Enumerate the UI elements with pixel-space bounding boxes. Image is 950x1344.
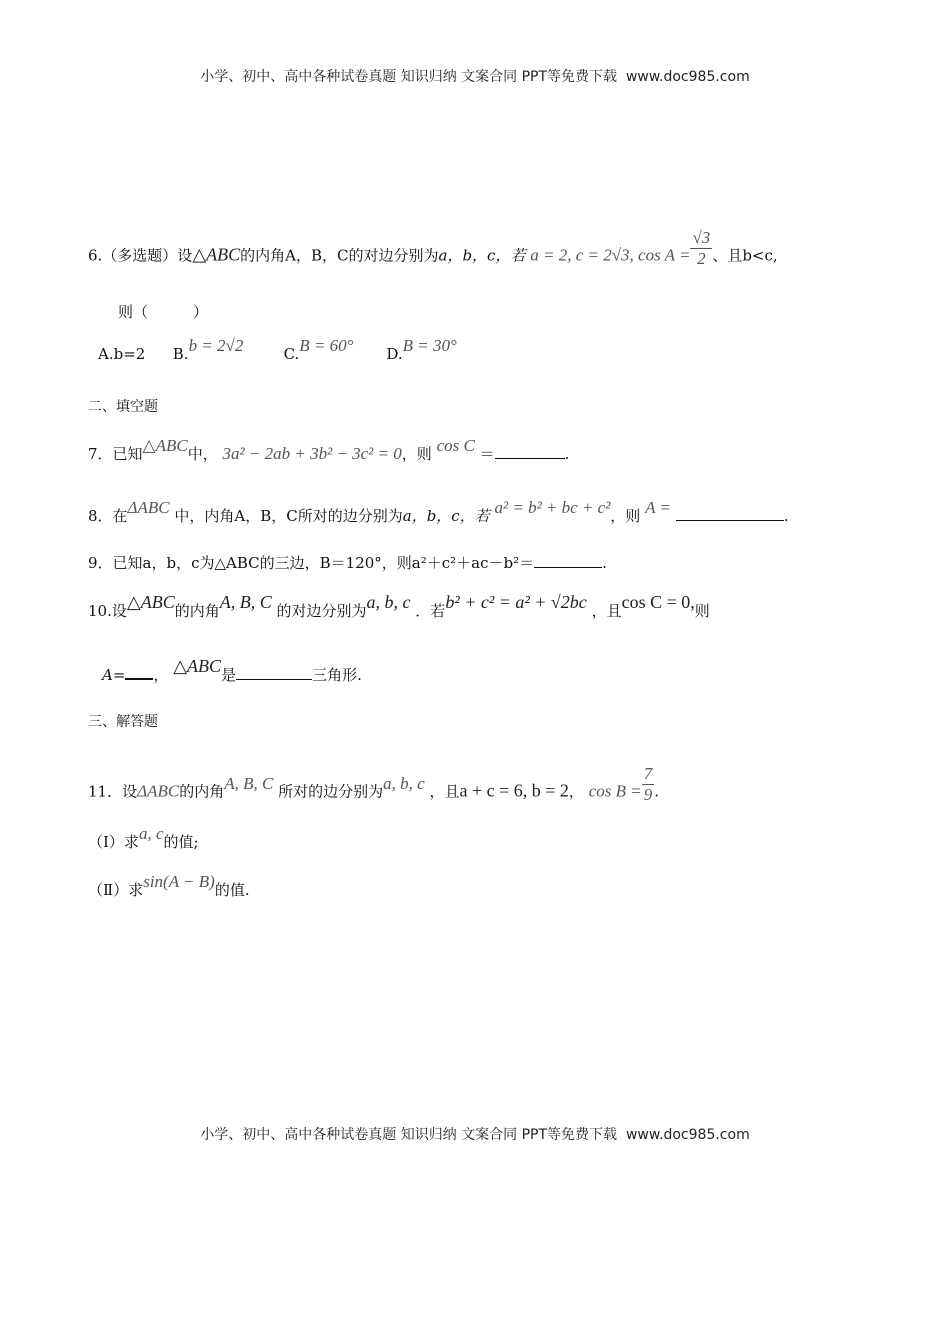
banner-text: 小学、初中、高中各种试卷真题 知识归纳 文案合同 PPT等免费下载 bbox=[200, 69, 618, 85]
q10-a-blank[interactable] bbox=[125, 664, 153, 680]
question-6 bbox=[88, 228, 778, 277]
section-fill-in-heading: 二、填空题 bbox=[88, 399, 158, 415]
q11-body1: 的内角 bbox=[179, 782, 225, 801]
q6-frac-num: √3 bbox=[692, 228, 711, 247]
q7-then: ，则 bbox=[401, 445, 432, 463]
q10-line2 bbox=[102, 656, 362, 685]
q11-frac-den: 9 bbox=[643, 785, 653, 804]
q10-condition: cos C = 0, bbox=[621, 592, 695, 612]
q6-fraction bbox=[690, 228, 712, 269]
q11-prefix: 11．设 bbox=[88, 782, 138, 801]
q6-option-c-math: B = 60° bbox=[299, 336, 354, 355]
header-banner bbox=[0, 66, 950, 86]
q10-shape-blank[interactable] bbox=[236, 665, 312, 680]
q11-condition: a + c = 6, b = 2 bbox=[459, 780, 569, 801]
q6-options bbox=[98, 336, 457, 364]
q6-option-d-label: D. bbox=[386, 345, 403, 363]
q11-sides: a, b, c bbox=[383, 773, 425, 793]
q7-triangle: △ABC bbox=[142, 436, 188, 455]
q10-body4: ，且 bbox=[591, 602, 622, 620]
q9-answer-blank[interactable] bbox=[534, 553, 602, 568]
q10-body3: ．若 bbox=[415, 602, 446, 620]
q11-end: . bbox=[654, 782, 659, 801]
q8-vars: a，b，c，若 bbox=[402, 507, 490, 525]
q6-option-b-label: B. bbox=[172, 345, 189, 363]
q10-line2-end: 三角形. bbox=[312, 666, 362, 684]
footer-banner-text: 小学、初中、高中各种试卷真题 知识归纳 文案合同 PPT等免费下载 bbox=[200, 1127, 618, 1143]
q10-triangle: △ABC bbox=[126, 592, 175, 612]
q11-part1-end: 的值; bbox=[163, 833, 199, 851]
question-8 bbox=[88, 498, 789, 526]
q8-then: ，则 bbox=[610, 507, 641, 525]
q6-frac-den: 2 bbox=[697, 249, 706, 268]
q8-body: 中，内角A，B，C所对的边分别为 bbox=[174, 507, 403, 525]
q11-body4: ， bbox=[568, 782, 584, 801]
section-solve-heading: 三、解答题 bbox=[88, 714, 158, 730]
q7-equals: ＝ bbox=[479, 445, 495, 463]
q11-part2-math: sin(A − B) bbox=[143, 872, 215, 891]
q8-answer-label: A = bbox=[645, 498, 671, 517]
q11-fraction bbox=[642, 764, 655, 805]
q10-a-label: A= bbox=[102, 666, 126, 684]
q11-part2-label: （Ⅱ）求 bbox=[88, 881, 144, 899]
q8-triangle: ΔABC bbox=[127, 498, 170, 517]
q6-prefix: 6.（多选题）设 bbox=[88, 246, 193, 265]
footer-banner-url: www.doc985.com bbox=[625, 1127, 750, 1143]
banner-url: www.doc985.com bbox=[625, 69, 750, 85]
q6-body: 的内角A，B，C的对边分别为 bbox=[240, 246, 439, 265]
q11-part1-math: a, c bbox=[138, 824, 164, 843]
q8-end: . bbox=[783, 507, 789, 525]
q8-equation: a² = b² + bc + c² bbox=[494, 498, 611, 517]
q7-end: . bbox=[564, 445, 570, 463]
q6-option-d-math: B = 30° bbox=[402, 336, 457, 355]
q8-answer-blank[interactable] bbox=[676, 506, 784, 521]
q11-part1-label: （Ⅰ）求 bbox=[88, 833, 139, 851]
q6-option-d bbox=[386, 336, 457, 364]
q10-sep: ， bbox=[153, 666, 169, 684]
q10-then: 则 bbox=[694, 602, 710, 620]
q10-sides: a, b, c bbox=[366, 592, 411, 612]
q10-body1: 的内角 bbox=[174, 602, 220, 620]
q6-option-c-label: C. bbox=[283, 345, 300, 363]
q7-cos: cos C bbox=[436, 436, 475, 455]
q6-option-a: A.b=2 bbox=[98, 345, 146, 363]
q8-prefix: 8．在 bbox=[88, 507, 128, 525]
q7-prefix: 7．已知 bbox=[88, 445, 143, 463]
q10-angles: A, B, C bbox=[219, 592, 272, 612]
q11-frac-num: 7 bbox=[643, 764, 653, 783]
question-7 bbox=[88, 436, 570, 464]
q6-condition: a = 2, c = 2√3, cos A = bbox=[530, 245, 691, 265]
q11-part2-end: 的值. bbox=[214, 881, 250, 899]
q10-line2-triangle: △ABC bbox=[173, 656, 222, 676]
footer-banner bbox=[0, 1124, 950, 1144]
q6-ask: 则（ ） bbox=[118, 303, 209, 321]
question-11 bbox=[88, 764, 659, 813]
q6-triangle: △ABC bbox=[192, 244, 241, 265]
q9-end: . bbox=[602, 554, 607, 572]
q10-body2: 的对边分别为 bbox=[276, 602, 367, 620]
q11-cos: cos B = bbox=[588, 781, 642, 801]
q11-part-2 bbox=[88, 872, 250, 900]
q6-option-c bbox=[283, 336, 382, 364]
q6-option-b-math: b = 2√2 bbox=[188, 336, 244, 355]
q9-text: 9．已知a，b，c为△ABC的三边，B＝120°，则a²＋c²＋ac－b²＝ bbox=[88, 554, 535, 572]
q6-tail: 、且b<c, bbox=[712, 246, 778, 265]
q10-prefix: 10.设 bbox=[88, 602, 127, 620]
question-10 bbox=[88, 592, 710, 621]
q11-triangle: ΔABC bbox=[137, 781, 180, 801]
q6-vars: a，b，c，若 bbox=[438, 246, 526, 265]
q7-answer-blank[interactable] bbox=[495, 444, 565, 459]
q7-equation: 3a² − 2ab + 3b² − 3c² = 0 bbox=[222, 444, 402, 463]
question-9 bbox=[88, 553, 607, 573]
q10-equation: b² + c² = a² + √2bc bbox=[445, 592, 587, 612]
q6-option-b bbox=[172, 336, 279, 364]
q10-is: 是 bbox=[221, 666, 237, 684]
q7-mid: 中， bbox=[187, 445, 218, 463]
q11-body2: 所对的边分别为 bbox=[278, 782, 384, 801]
q11-part-1 bbox=[88, 824, 199, 852]
q11-angles: A, B, C bbox=[224, 773, 274, 793]
q11-body3: ，且 bbox=[429, 782, 460, 801]
